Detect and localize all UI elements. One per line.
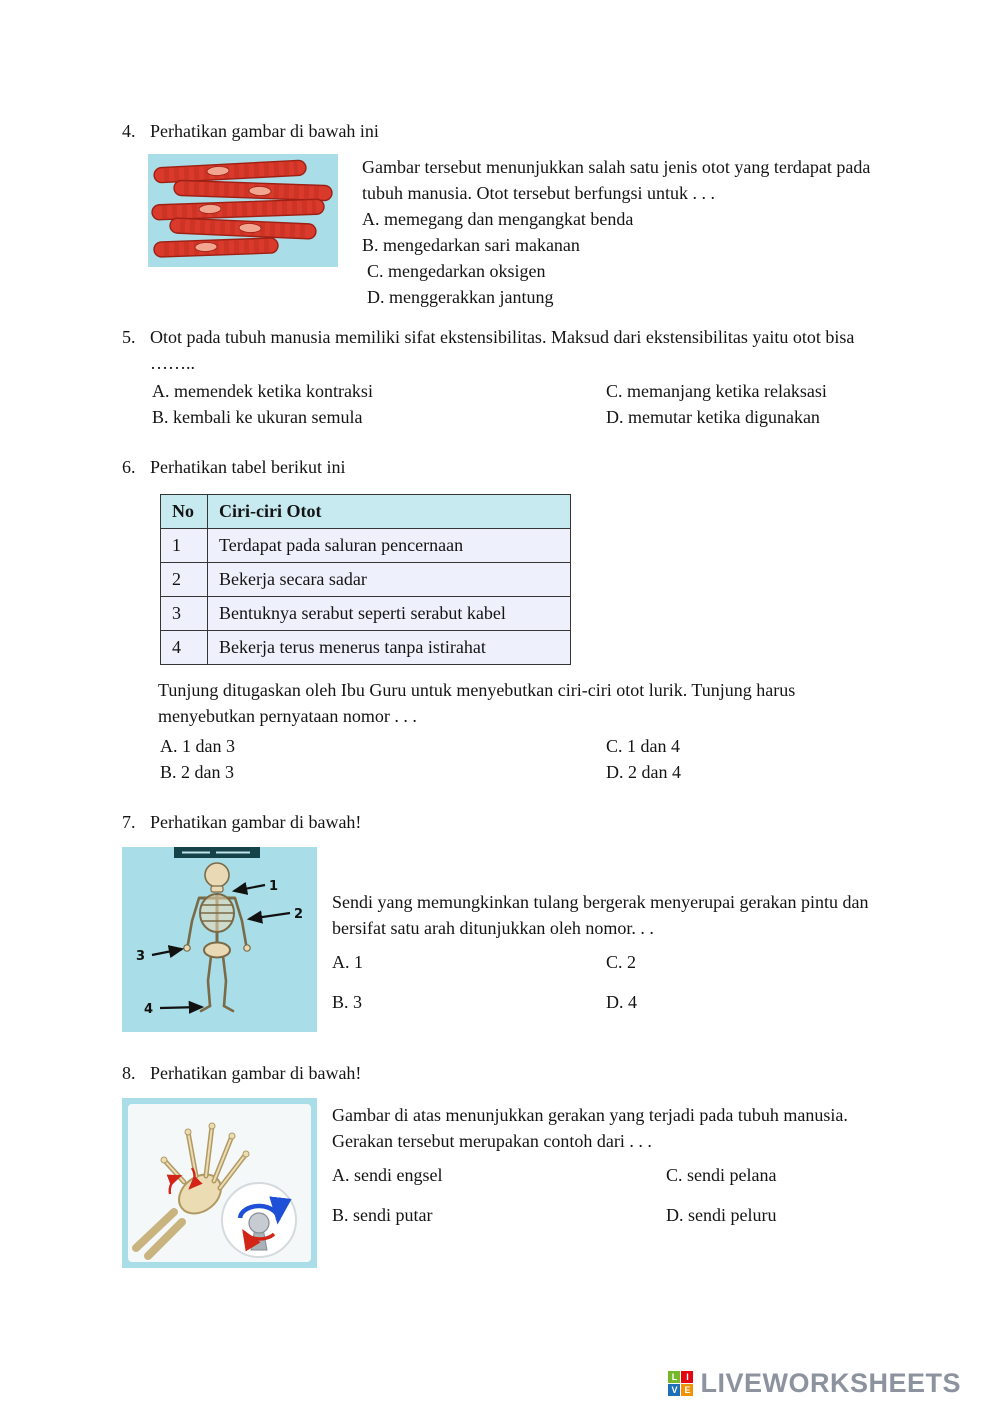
table-header-ciri: Ciri-ciri Otot [208,495,571,529]
question-number: 8. [122,1063,136,1083]
question-8 [122,1060,892,1268]
option-a[interactable]: A. memendek ketika kontraksi [152,381,373,401]
row-text: Terdapat pada saluran pencernaan [208,529,571,563]
logo-letter: V [668,1384,680,1396]
row-text: Bekerja secara sadar [208,563,571,597]
option-d[interactable]: D. 2 dan 4 [606,762,681,782]
row-text: Bentuknya serabut seperti serabut kabel [208,597,571,631]
option-d[interactable]: D. 4 [606,992,637,1012]
question-title: Perhatikan gambar di bawah! [150,812,362,832]
liveworksheets-logo-icon [668,1371,693,1396]
question-6-prompt [122,454,892,480]
smooth-muscle-illustration [148,154,338,267]
option-a[interactable]: A. memegang dan mengangkat benda [362,209,634,229]
option-a[interactable]: A. 1 [332,952,363,972]
question-number: 5. [122,327,136,347]
question-8-text: Gambar di atas menunjukkan gerakan yang terjadi pada tubuh manusia. Gerakan tersebut merupakan contoh dari . . . [332,1105,848,1151]
option-d[interactable]: D. memutar ketika digunakan [606,407,820,427]
question-title: Perhatikan gambar di bawah ini [150,121,379,141]
option-a[interactable]: A. 1 dan 3 [160,736,235,756]
question-5-text: Otot pada tubuh manusia memiliki sifat ekstensibilitas. Maksud dari ekstensibilitas yaitu otot bisa …….. [150,327,855,373]
question-4-prompt [122,118,892,144]
question-title: Perhatikan gambar di bawah! [150,1063,362,1083]
skeleton-image [122,847,317,1032]
logo-letter: I [681,1371,693,1383]
liveworksheets-logo[interactable] [668,1368,961,1399]
option-b[interactable]: B. 2 dan 3 [160,762,234,782]
question-number: 4. [122,121,136,141]
option-d[interactable]: D. sendi peluru [666,1205,777,1225]
option-a[interactable]: A. sendi engsel [332,1165,443,1185]
table-header-no: No [161,495,208,529]
wrist-rotation-illustration [122,1098,317,1268]
smooth-muscle-image [148,154,338,310]
skeleton-label-2: 2 [294,907,304,922]
option-c[interactable]: C. memanjang ketika relaksasi [606,381,827,401]
question-7 [122,809,892,1032]
question-4 [122,118,892,310]
question-8-prompt [122,1060,892,1086]
logo-letter: L [668,1371,680,1383]
row-number: 4 [161,631,208,665]
skeleton-illustration [122,847,317,1032]
table-row [161,597,571,631]
logo-letter: E [681,1384,693,1396]
table-row [161,563,571,597]
option-d[interactable]: D. menggerakkan jantung [367,287,554,307]
option-c[interactable]: C. 1 dan 4 [606,736,680,756]
row-text: Bekerja terus menerus tanpa istirahat [208,631,571,665]
skeleton-label-4: 4 [144,1002,154,1017]
option-b[interactable]: B. sendi putar [332,1205,433,1225]
option-c[interactable]: C. mengedarkan oksigen [367,261,546,281]
table-row [161,631,571,665]
row-number: 3 [161,597,208,631]
table-row [161,529,571,563]
wrist-joint-image [122,1098,317,1268]
skeleton-label-1: 1 [269,879,279,894]
question-number: 6. [122,457,136,477]
question-title: Perhatikan tabel berikut ini [150,457,346,477]
question-number: 7. [122,812,136,832]
skeleton-label-3: 3 [136,949,146,964]
brand-name: LIVEWORKSHEETS [700,1368,961,1398]
question-7-text: Sendi yang memungkinkan tulang bergerak menyerupai gerakan pintu dan bersifat satu arah ditunjukkan oleh nomor. . . [332,892,869,938]
question-7-prompt [122,809,892,835]
option-b[interactable]: B. 3 [332,992,363,1012]
question-6-text: Tunjung ditugaskan oleh Ibu Guru untuk menyebutkan ciri-ciri otot lurik. Tunjung harus menyebutkan pernyataan nomor . . . [158,680,796,726]
option-c[interactable]: C. sendi pelana [666,1165,777,1185]
question-4-text: Gambar tersebut menunjukkan salah satu jenis otot yang terdapat pada tubuh manusia. Otot tersebut berfungsi untuk . . . [362,157,871,203]
worksheet-page [122,118,892,1268]
question-5 [122,324,892,430]
row-number: 1 [161,529,208,563]
question-6 [122,454,892,785]
option-b[interactable]: B. mengedarkan sari makanan [362,235,580,255]
row-number: 2 [161,563,208,597]
muscle-traits-table [160,494,571,665]
option-b[interactable]: B. kembali ke ukuran semula [152,407,363,427]
option-c[interactable]: C. 2 [606,952,637,972]
